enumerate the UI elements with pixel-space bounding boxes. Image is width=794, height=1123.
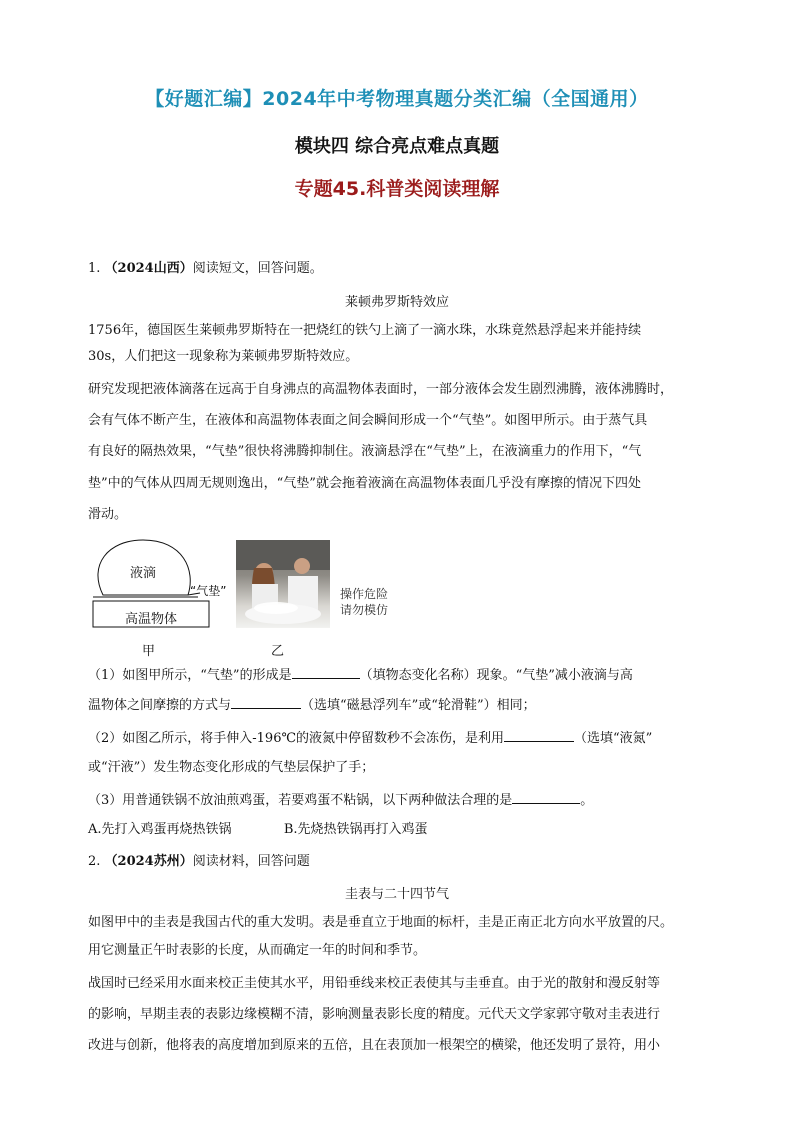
answer-blank[interactable] [231, 694, 301, 709]
article-title: 莱顿弗罗斯特效应 [344, 295, 449, 310]
sub-question-2-line-1: （2）如图乙所示，将手伸入-196℃的液氮中停留数秒不会冻伤，是利用 （选填“液氮” [88, 727, 652, 749]
liquid-nitrogen-photo [236, 540, 330, 628]
paragraph-line: 30s，人们把这一现象称为莱顿弗罗斯特效应。 [88, 349, 359, 364]
warning-line-2: 请勿模仿 [340, 603, 389, 617]
sub-question-2-line-2: 或“汗液”）发生物态变化形成的气垫层保护了手； [88, 760, 375, 775]
question-source: （2024苏州） [104, 854, 193, 869]
figure-label-a: 甲 [142, 644, 156, 659]
paragraph-line: 垫”中的气体从四周无规则逸出，“气垫”就会拖着液滴在高温物体表面几乎没有摩擦的情况下四处 [88, 476, 641, 491]
sub-question-3: （3）用普通铁锅不放油煎鸡蛋，若要鸡蛋不粘锅，以下两种做法合理的是 。 [88, 789, 593, 811]
paragraph-line: 用它测量正午时表影的长度，从而确定一年的时间和季节。 [88, 943, 427, 958]
question-number: 2. [88, 854, 101, 869]
question-prompt: 阅读短文，回答问题。 [192, 261, 323, 276]
question-source: （2024山西） [104, 261, 193, 276]
question-number: 1. [88, 261, 101, 276]
paragraph-line: 如图甲中的圭表是我国古代的重大发明。表是垂直立于地面的标杆，圭是正南正北方向水平放置的尺。 [88, 915, 674, 930]
paragraph-line: 改进与创新，他将表的高度增加到原来的五倍，且在表顶加一根架空的横梁，他还发明了景符，用小 [88, 1038, 661, 1053]
paragraph-line: 滑动。 [88, 507, 128, 522]
collection-title: 【好题汇编】2024年中考物理真题分类汇编（全国通用） [145, 88, 649, 110]
droplet-label: 液滴 [130, 566, 157, 581]
article-title: 圭表与二十四节气 [344, 887, 449, 902]
paragraph-line: 1756年，德国医生莱顿弗罗斯特在一把烧红的铁勺上滴了一滴水珠，水珠竟然悬浮起来并能持续 [88, 323, 642, 338]
paragraph-line: 有良好的隔热效果，“气垫”很快将沸腾抑制住。液滴悬浮在“气垫”上，在液滴重力的作用下，“气 [88, 444, 642, 459]
topic-title: 专题45.科普类阅读理解 [294, 178, 500, 200]
module-title: 模块四 综合亮点难点真题 [294, 136, 500, 157]
paragraph-line: 的影响，早期圭表的表影边缘模糊不清，影响测量表影长度的精度。元代天文学家郭守敬对圭表进行 [88, 1007, 661, 1022]
answer-blank[interactable] [292, 664, 360, 679]
question-prompt: 阅读材料，回答问题 [192, 854, 310, 869]
sub-question-1-line-2: 温物体之间摩擦的方式与 （选填“磁悬浮列车”或“轮滑鞋”）相同； [88, 694, 536, 716]
paragraph-line: 战国时已经采用水面来校正圭使其水平，用铅垂线来校正表使其与圭垂直。由于光的散射和漫反射等 [88, 976, 661, 991]
answer-options [88, 820, 428, 840]
figure-label-b: 乙 [271, 644, 285, 659]
paragraph-line: 会有气体不断产生，在液体和高温物体表面之间会瞬间形成一个“气垫”。如图甲所示。由于蒸气具 [88, 413, 648, 428]
sub-question-1-line-1: （1）如图甲所示，“气垫”的形成是 （填物态变化名称）现象。“气垫”减小液滴与高 [88, 664, 633, 686]
warning-line-1: 操作危险 [340, 587, 389, 601]
answer-blank[interactable] [504, 727, 574, 742]
cushion-label: “气垫” [190, 584, 227, 598]
question-1-header [88, 259, 323, 279]
answer-blank[interactable] [512, 789, 580, 804]
paragraph-line: 研究发现把液体滴落在远高于自身沸点的高温物体表面时，一部分液体会发生剧烈沸腾，液体沸腾时， [88, 382, 674, 397]
question-2-header [88, 852, 310, 872]
option-a[interactable]: A.先打入鸡蛋再烧热铁锅 [88, 822, 232, 837]
hot-object-label: 高温物体 [125, 612, 178, 627]
option-b[interactable]: B.先烧热铁锅再打入鸡蛋 [283, 822, 428, 837]
